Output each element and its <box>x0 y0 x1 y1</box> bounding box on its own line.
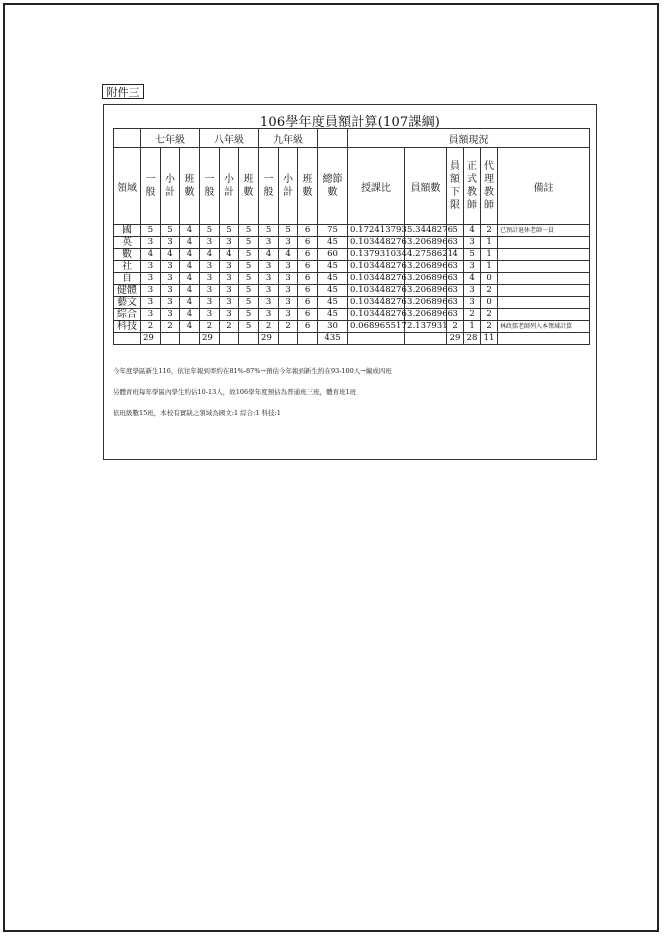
empty-cell <box>348 333 405 345</box>
classes-cell: 5 <box>239 285 259 297</box>
classes-cell: 6 <box>298 225 318 237</box>
teaching-ratio-cell: 0.103448276 <box>348 273 405 285</box>
substitute-teachers-cell: 0 <box>481 297 498 309</box>
subtotal-cell: 2 <box>220 321 239 333</box>
header-staff-lower-limit: 員額下限 <box>450 161 461 211</box>
classes-cell: 5 <box>239 249 259 261</box>
classes-cell: 4 <box>180 309 200 321</box>
classes-cell: 6 <box>298 261 318 273</box>
general-cell: 3 <box>200 261 220 273</box>
classes-cell: 6 <box>298 285 318 297</box>
staff-count-cell: 5.3448276 <box>405 225 447 237</box>
header-staffing-status: 員額現況 <box>348 129 590 148</box>
subtotal-cell: 3 <box>279 297 298 309</box>
general-cell: 3 <box>141 309 161 321</box>
substitute-teachers-cell: 1 <box>481 261 498 273</box>
substitute-teachers-cell: 2 <box>481 309 498 321</box>
substitute-teachers-cell: 2 <box>481 321 498 333</box>
subtotal-cell: 3 <box>279 309 298 321</box>
substitute-teachers-cell: 1 <box>481 249 498 261</box>
formal-total-cell: 28 <box>464 333 481 345</box>
general-cell: 5 <box>259 225 279 237</box>
substitute-teachers-cell: 2 <box>481 285 498 297</box>
header-formal-teachers: 正式教師 <box>467 161 478 211</box>
empty-cell <box>298 333 318 345</box>
note-line-2: 另體育班每年學區內學生約佔10-13人，故106學年度預估為普通班三班，體育班1班 <box>113 388 357 396</box>
general-cell: 3 <box>141 261 161 273</box>
lower-limit-cell: 2 <box>447 321 464 333</box>
general-cell: 3 <box>141 237 161 249</box>
general-cell: 5 <box>141 225 161 237</box>
general-cell: 3 <box>200 273 220 285</box>
subject-cell: 科技 <box>114 321 141 333</box>
empty-cell <box>220 333 239 345</box>
classes-cell: 6 <box>298 297 318 309</box>
general-cell: 3 <box>259 237 279 249</box>
general-cell: 3 <box>259 285 279 297</box>
remarks-cell <box>498 309 590 321</box>
header-classes: 班數 <box>184 174 195 198</box>
formal-teachers-cell: 4 <box>464 273 481 285</box>
staff-count-cell: 3.2068966 <box>405 285 447 297</box>
formal-teachers-cell: 4 <box>464 225 481 237</box>
general-cell: 3 <box>141 273 161 285</box>
formal-teachers-cell: 3 <box>464 237 481 249</box>
classes-cell: 6 <box>298 237 318 249</box>
subtotal-cell: 3 <box>161 285 180 297</box>
note-line-1: 今年度學區新生116，依往年報到率約在81%-87%→預估今年報到新生約在93-100人→編成四班 <box>113 367 392 375</box>
header-subtotal: 小計 <box>165 174 175 198</box>
header-teaching-ratio: 授課比 <box>348 148 405 225</box>
lower-limit-cell: 5 <box>447 225 464 237</box>
formal-teachers-cell: 1 <box>464 321 481 333</box>
subtotal-cell: 3 <box>279 273 298 285</box>
table-body <box>114 225 590 345</box>
table-title: 106學年度員額計算(107課綱) <box>259 115 441 130</box>
substitute-teachers-cell: 2 <box>481 225 498 237</box>
general-cell: 3 <box>200 237 220 249</box>
general-cell: 3 <box>259 309 279 321</box>
total-periods-cell: 75 <box>318 225 348 237</box>
subject-cell: 國 <box>114 225 141 237</box>
classes-cell: 4 <box>180 297 200 309</box>
general-cell: 2 <box>259 321 279 333</box>
note-line-3: 依班級數15班，本校有實缺之領域為國文:1 綜合:1 科技:1 <box>113 409 281 417</box>
teaching-ratio-cell: 0.103448276 <box>348 309 405 321</box>
general-cell: 3 <box>200 285 220 297</box>
empty-cell <box>498 333 590 345</box>
subtotal-cell: 3 <box>279 261 298 273</box>
subject-cell: 健體 <box>114 285 141 297</box>
classes-cell: 4 <box>180 237 200 249</box>
general-cell: 4 <box>141 249 161 261</box>
totals-row <box>114 333 590 345</box>
table-row <box>114 273 590 285</box>
general-cell: 3 <box>200 309 220 321</box>
general-cell: 3 <box>141 297 161 309</box>
header-total-periods: 總節數 <box>322 174 343 198</box>
lower-limit-cell: 4 <box>447 249 464 261</box>
header-blank <box>114 129 141 148</box>
teaching-ratio-cell: 0.103448276 <box>348 237 405 249</box>
subject-cell: 綜合 <box>114 309 141 321</box>
classes-cell: 5 <box>239 321 259 333</box>
lower-limit-cell: 3 <box>447 285 464 297</box>
total-periods-cell: 45 <box>318 297 348 309</box>
header-classes: 班數 <box>302 174 313 198</box>
remarks-cell <box>498 261 590 273</box>
subtotal-cell: 3 <box>220 297 239 309</box>
classes-cell: 4 <box>180 285 200 297</box>
total-periods-cell: 60 <box>318 249 348 261</box>
classes-cell: 5 <box>239 225 259 237</box>
subtotal-cell: 3 <box>161 261 180 273</box>
table-row <box>114 285 590 297</box>
total-periods-cell: 45 <box>318 237 348 249</box>
teaching-ratio-cell: 0.103448276 <box>348 297 405 309</box>
subtotal-cell: 3 <box>279 285 298 297</box>
empty-cell <box>180 333 200 345</box>
empty-cell <box>239 333 259 345</box>
classes-cell: 4 <box>180 261 200 273</box>
classes-cell: 5 <box>239 309 259 321</box>
empty-cell <box>405 333 447 345</box>
subtotal-cell: 5 <box>220 225 239 237</box>
remarks-cell <box>498 249 590 261</box>
formal-teachers-cell: 5 <box>464 249 481 261</box>
staff-count-cell: 3.2068966 <box>405 273 447 285</box>
subtotal-cell: 3 <box>220 285 239 297</box>
general-cell: 2 <box>200 321 220 333</box>
classes-cell: 4 <box>180 225 200 237</box>
subject-cell: 自 <box>114 273 141 285</box>
general-cell: 3 <box>259 273 279 285</box>
classes-cell: 6 <box>298 249 318 261</box>
teaching-ratio-cell: 0.103448276 <box>348 261 405 273</box>
subtotal-cell: 3 <box>161 309 180 321</box>
header-grade9: 九年級 <box>259 129 318 148</box>
classes-cell: 6 <box>298 321 318 333</box>
classes-cell: 5 <box>239 237 259 249</box>
general-cell: 3 <box>141 285 161 297</box>
subject-cell: 社 <box>114 261 141 273</box>
header-classes: 班數 <box>243 174 254 198</box>
teaching-ratio-cell: 0.137931034 <box>348 249 405 261</box>
general-cell: 3 <box>259 261 279 273</box>
general-cell: 4 <box>259 249 279 261</box>
teaching-ratio-cell: 0.172413793 <box>348 225 405 237</box>
lower-limit-cell: 3 <box>447 309 464 321</box>
subtotal-cell: 3 <box>161 237 180 249</box>
remarks-cell <box>498 297 590 309</box>
classes-cell: 6 <box>298 309 318 321</box>
table-row <box>114 261 590 273</box>
subject-cell: 藝文 <box>114 297 141 309</box>
table-row <box>114 321 590 333</box>
subtotal-cell: 3 <box>220 261 239 273</box>
subtotal-cell: 3 <box>279 237 298 249</box>
lower-limit-cell: 3 <box>447 297 464 309</box>
subtotal-cell: 3 <box>220 237 239 249</box>
scanned-table-panel <box>103 104 597 460</box>
total-periods-cell: 30 <box>318 321 348 333</box>
classes-cell: 5 <box>239 261 259 273</box>
header-subtotal: 小計 <box>224 174 235 198</box>
header-substitute-teachers: 代理教師 <box>484 161 495 211</box>
staffing-table <box>113 128 590 345</box>
table-row <box>114 249 590 261</box>
lower-limit-cell: 3 <box>447 273 464 285</box>
remarks-cell <box>498 237 590 249</box>
substitute-total-cell: 11 <box>481 333 498 345</box>
subtotal-cell: 2 <box>161 321 180 333</box>
header-grade8: 八年級 <box>200 129 259 148</box>
subtotal-cell: 5 <box>279 225 298 237</box>
classes-cell: 6 <box>298 273 318 285</box>
grand-total-cell: 435 <box>318 333 348 345</box>
classes-cell: 4 <box>180 321 200 333</box>
subtotal-cell: 3 <box>161 297 180 309</box>
header-blank <box>318 129 348 148</box>
subtotal-cell: 3 <box>161 273 180 285</box>
header-domain: 領域 <box>114 148 141 225</box>
subject-cell: 數 <box>114 249 141 261</box>
staff-count-cell: 3.2068966 <box>405 261 447 273</box>
formal-teachers-cell: 3 <box>464 285 481 297</box>
total-periods-cell: 45 <box>318 261 348 273</box>
general-cell: 2 <box>141 321 161 333</box>
total-periods-cell: 45 <box>318 273 348 285</box>
staff-count-cell: 3.2068966 <box>405 309 447 321</box>
general-cell: 4 <box>200 249 220 261</box>
empty-cell <box>161 333 180 345</box>
substitute-teachers-cell: 1 <box>481 237 498 249</box>
classes-cell: 5 <box>239 273 259 285</box>
staff-count-cell: 3.2068966 <box>405 297 447 309</box>
table-row <box>114 309 590 321</box>
table-row <box>114 237 590 249</box>
lower-limit-cell: 3 <box>447 237 464 249</box>
subtotal-cell: 3 <box>220 273 239 285</box>
formal-teachers-cell: 2 <box>464 309 481 321</box>
total-periods-cell: 45 <box>318 309 348 321</box>
empty-cell <box>114 333 141 345</box>
general-cell: 3 <box>200 297 220 309</box>
header-grade7: 七年級 <box>141 129 200 148</box>
total-periods-cell: 45 <box>318 285 348 297</box>
lower-limit-total-cell: 29 <box>447 333 464 345</box>
classes-cell: 4 <box>180 273 200 285</box>
table-row <box>114 297 590 309</box>
subtotal-cell: 4 <box>161 249 180 261</box>
formal-teachers-cell: 3 <box>464 261 481 273</box>
subject-cell: 英 <box>114 237 141 249</box>
header-staff-count: 員額數 <box>405 148 447 225</box>
header-remarks: 備註 <box>498 148 590 225</box>
grade-total-cell: 29 <box>200 333 220 345</box>
classes-cell: 5 <box>239 297 259 309</box>
grade-total-cell: 29 <box>259 333 279 345</box>
staff-count-cell: 4.2758621 <box>405 249 447 261</box>
header-subtotal: 小計 <box>283 174 294 198</box>
grade-total-cell: 29 <box>141 333 161 345</box>
teaching-ratio-cell: 0.103448276 <box>348 285 405 297</box>
formal-teachers-cell: 3 <box>464 297 481 309</box>
remarks-cell: 林政儒老師列入本領域計算 <box>498 321 590 333</box>
remarks-cell <box>498 285 590 297</box>
lower-limit-cell: 3 <box>447 261 464 273</box>
subtotal-cell: 4 <box>220 249 239 261</box>
staff-count-cell: 3.2068966 <box>405 237 447 249</box>
classes-cell: 4 <box>180 249 200 261</box>
staff-count-cell: 2.137931 <box>405 321 447 333</box>
subtotal-cell: 2 <box>279 321 298 333</box>
teaching-ratio-cell: 0.068965517 <box>348 321 405 333</box>
substitute-teachers-cell: 0 <box>481 273 498 285</box>
header-general: 一般 <box>204 174 215 198</box>
table-row <box>114 225 590 237</box>
remarks-cell: 已預計退休老師一員 <box>498 225 590 237</box>
general-cell: 5 <box>200 225 220 237</box>
header-general: 一般 <box>145 174 156 198</box>
subtotal-cell: 4 <box>279 249 298 261</box>
header-general: 一般 <box>263 174 274 198</box>
empty-cell <box>279 333 298 345</box>
subtotal-cell: 3 <box>220 309 239 321</box>
remarks-cell <box>498 273 590 285</box>
subtotal-cell: 5 <box>161 225 180 237</box>
attachment-label: 附件三 <box>102 84 144 99</box>
general-cell: 3 <box>259 297 279 309</box>
